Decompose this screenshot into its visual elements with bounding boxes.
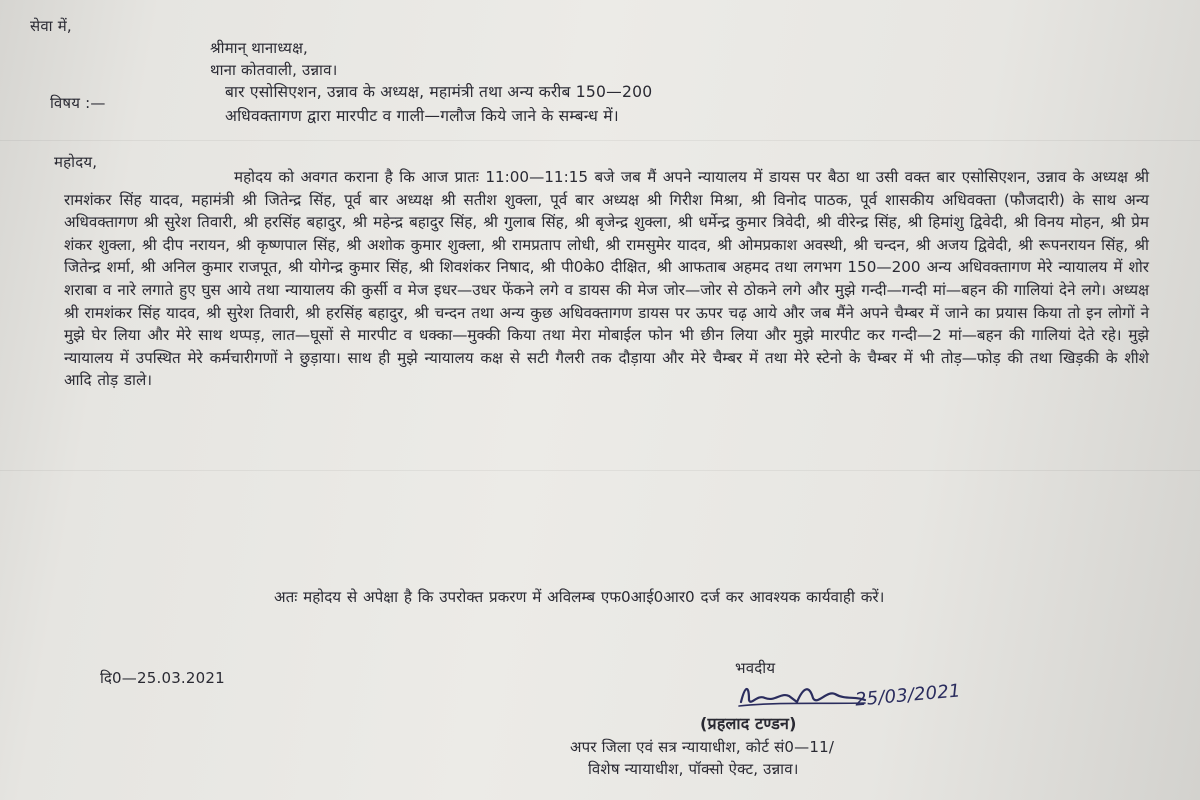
paper-fold-line	[0, 140, 1200, 141]
subject-label: विषय :—	[50, 94, 106, 112]
salutation: महोदय,	[54, 153, 98, 171]
recipient-office: थाना कोतवाली, उन्नाव।	[210, 61, 338, 79]
letter-date: दि0—25.03.2021	[100, 669, 225, 687]
subject-line-1: बार एसोसिएशन, उन्नाव के अध्यक्ष, महामंत्री तथा अन्य करीब 150—200	[225, 83, 653, 101]
complaint-body: महोदय को अवगत कराना है कि आज प्रातः 11:00—11:15 बजे जब मैं अपने न्यायालय में डायस पर बैठा था उसी वक्त बार एसोसिएशन, उन्नाव के अध्यक्ष श्री रामशंकर सिंह यादव, महामंत्री श्री जितेन्द्र सिंह, पूर्व बार अध्यक्ष श्री सतीश शुक्ला, पूर्व बार अध्यक्ष श्री गिरीश मिश्रा, श्री विनोद पाठक, पूर्व शासकीय अधिवक्ता (फौजदारी) के साथ अन्य अधिवक्तागण श्री सुरेश तिवारी, श्री हरसिंह बहादुर, श्री महेन्द्र बहादुर सिंह, श्री गुलाब सिंह, श्री बृजेन्द्र शुक्ला, श्री धर्मेन्द्र कुमार त्रिवेदी, श्री वीरेन्द्र सिंह, श्री हिमांशु द्विवेदी, श्री विनय मोहन, श्री प्रेम शंकर शुक्ला, श्री दीप नरायन, श्री कृष्णपाल सिंह, श्री अशोक कुमार शुक्ला, श्री रामप्रताप लोधी, श्री रामसुमेर यादव, श्री ओमप्रकाश अवस्थी, श्री चन्दन, श्री अजय द्विवेदी, श्री रूपनरायन सिंह, श्री जितेन्द्र शर्मा, श्री अनिल कुमार राजपूत, श्री योगेन्द्र कुमार सिंह, श्री शिवशंकर निषाद, श्री पी0के0 दीक्षित, श्री आफताब अहमद तथा लगभग 150—200 अन्य अधिवक्तागण मेरे न्यायालय में शोर शराबा व नारे लगाते हुए घुस आये तथा न्यायालय की कुर्सी व मेज इधर—उधर फेंकने लगे व डायस की मेज जोर—जोर से ठोकने लगे और मुझे गन्दी—गन्दी मां—बहन की गालियां देने लगे। अध्यक्ष श्री रामशंकर सिंह यादव, श्री सुरेश तिवारी, श्री हरसिंह बहादुर, श्री चन्दन तथा अन्य कुछ अधिवक्तागण डायस पर ऊपर चढ़ आये और जब मैंने अपने चैम्बर में जाने का प्रयास किया तो इन लोगों ने मुझे घेर लिया और मेरे साथ थप्पड़, लात—घूसों से मारपीट व धक्का—मुक्की किया तथा मेरा मोबाईल फोन भी छीन लिया और मुझे मारपीट कर गन्दी—2 मां—बहन की गालियां देते रहे। मुझे न्यायालय में उपस्थित मेरे कर्मचारीगणों ने छुड़ाया। साथ ही मुझे न्यायालय कक्ष से सटी गैलरी तक दौड़ाया और मेरे चैम्बर में तथा मेरे स्टेनो के चैम्बर में भी तोड़—फोड़ की तथा खिड़की के शीशे आदि तोड़ डाले।	[64, 168, 1149, 390]
request-paragraph: अतः महोदय से अपेक्षा है कि उपरोक्त प्रकरण में अविलम्ब एफ0आई0आर0 दर्ज कर आवश्यक कार्यवाही करें।	[274, 588, 885, 606]
signatory-name: (प्रहलाद टण्डन)	[700, 714, 797, 733]
designation-line-1: अपर जिला एवं सत्र न्यायाधीश, कोर्ट सं0—11/	[570, 738, 835, 756]
subject-line-2: अधिवक्तागण द्वारा मारपीट व गाली—गलौज किये जाने के सम्बन्ध में।	[225, 107, 619, 125]
recipient-title: श्रीमान् थानाध्यक्ष,	[210, 39, 308, 57]
signature-date: 25/03/2021	[854, 680, 962, 711]
closing-word: भवदीय	[735, 659, 776, 677]
addressee-label: सेवा में,	[30, 17, 72, 35]
designation-line-2: विशेष न्यायाधीश, पॉक्सो ऐक्ट, उन्नाव।	[588, 760, 799, 778]
paper-fold-line	[0, 470, 1200, 471]
